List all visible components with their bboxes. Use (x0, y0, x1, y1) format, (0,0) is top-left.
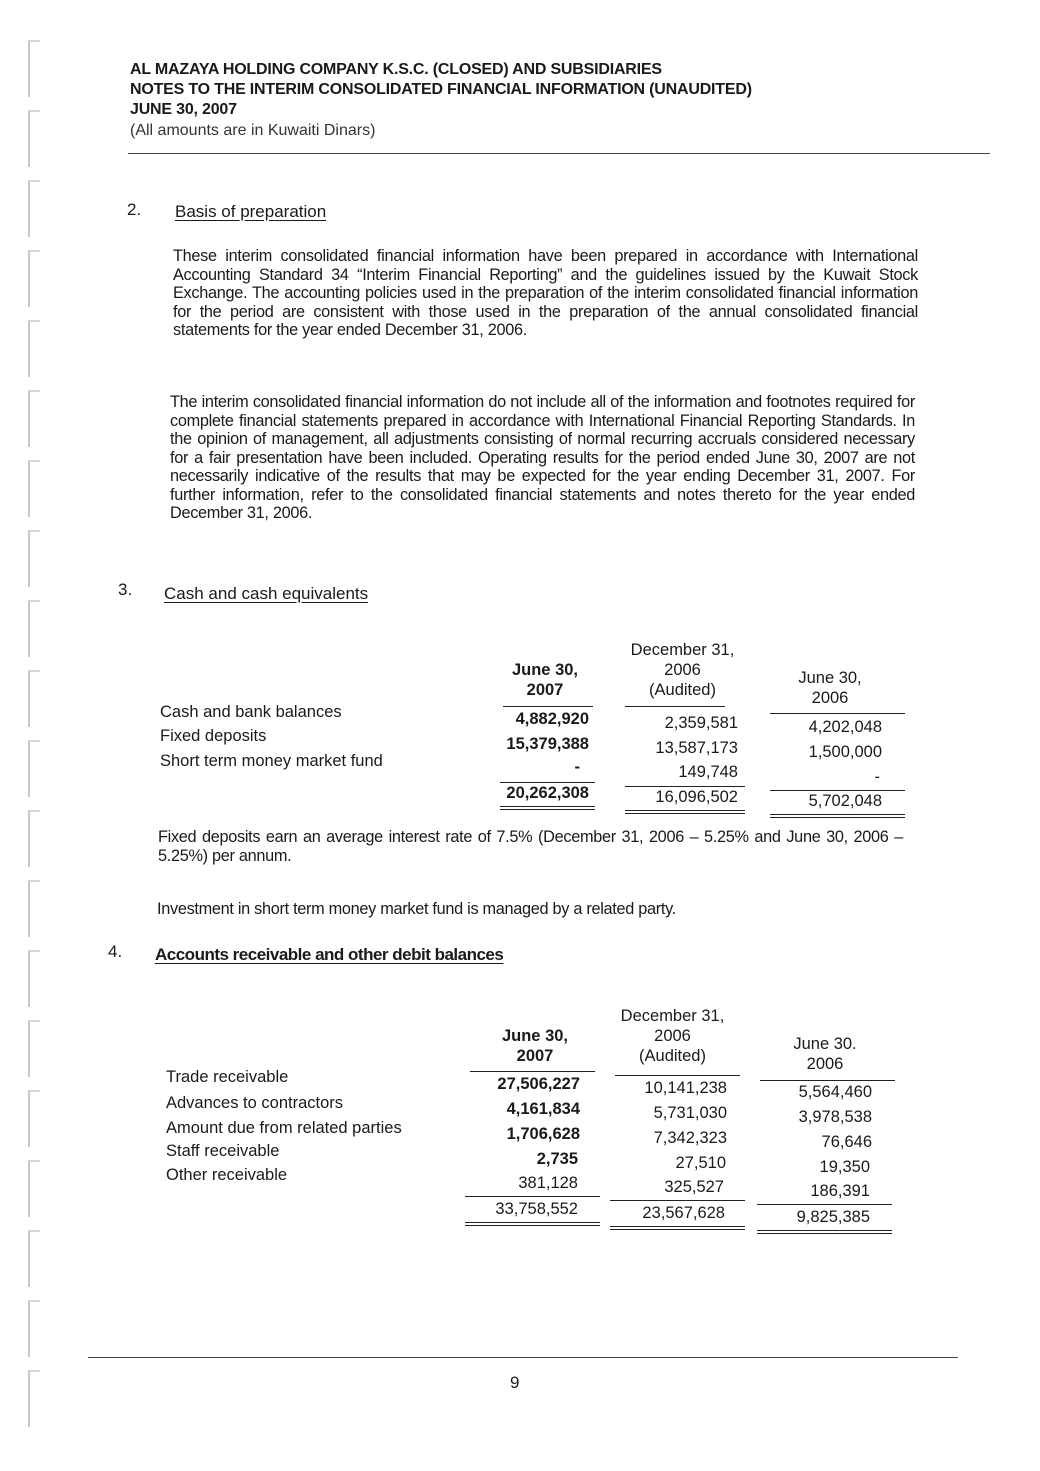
currency-note: (All amounts are in Kuwaiti Dinars) (130, 122, 376, 139)
table-total: 9,825,385 (796, 1208, 870, 1226)
table-row-label: Staff receivable (166, 1142, 280, 1160)
recv-col-header-2: December 31, 2006 (Audited) (620, 1007, 725, 1065)
section-3-title: Cash and cash equivalents (164, 584, 369, 603)
binder-marks (0, 0, 45, 1471)
table-total: 16,096,502 (655, 788, 738, 806)
section-2-number: 2. (127, 200, 142, 219)
table-row-label: Amount due from related parties (166, 1119, 402, 1137)
table-row-label: Other receivable (166, 1166, 288, 1184)
table-cell: 186,391 (810, 1182, 870, 1200)
table-cell: 27,510 (675, 1154, 726, 1172)
recv-col-header-3: June 30. 2006 (793, 1035, 857, 1073)
table-total: 23,567,628 (642, 1204, 725, 1222)
section-2-paragraph-2: The interim consolidated financial information do not include all of the information and footnotes required for complete financial statements prepared in accordance with International Financial Reporting Standards. In the opinion of management, all adjustments consisting of normal recurring accruals considered necessary for a fair presentation have been included. Operating results for the period ended June 30, 2007 are not necessarily indicative of the results that may be expected for the year ending December 31, 2007. For further information, refer to the consolidated financial statements and notes thereto for the year ended December 31, 2006. (170, 393, 915, 522)
section-2-paragraph-1: These interim consolidated financial information have been prepared in accordance with International Accounting Standard 34 “Interim Financial Reporting” and the guidelines issued by the Kuwait Stock Exchange. The accounting policies used in the preparation of the interim consolidated financial information for the period are consistent with those used in the preparation of the annual consolidated financial statements for the year ended December 31, 2006. (173, 247, 918, 339)
money-market-note: Investment in short term money market fund is managed by a related party. (157, 900, 676, 918)
page-header (130, 60, 990, 142)
table-cell: 5,731,030 (653, 1104, 727, 1122)
table-cell: 325,527 (664, 1178, 724, 1196)
table-cell: 5,564,460 (798, 1083, 872, 1101)
table-row-label: Trade receivable (166, 1068, 289, 1086)
section-2-title: Basis of preparation (175, 202, 327, 221)
table-cell: 1,706,628 (506, 1125, 580, 1143)
table-cell: - (874, 768, 880, 786)
table-cell: 10,141,238 (644, 1079, 727, 1097)
table-cell: 4,882,920 (515, 710, 589, 728)
section-3-number: 3. (118, 580, 133, 599)
table-row-label: Cash and bank balances (160, 703, 342, 721)
table-cell: 2,735 (536, 1150, 578, 1168)
page-number: 9 (510, 1373, 520, 1392)
cash-col-header-1: June 30, 2007 (511, 661, 579, 699)
table-cell: 76,646 (821, 1133, 872, 1151)
cash-col-header-3: June 30, 2006 (798, 669, 862, 707)
table-cell: 4,202,048 (808, 718, 882, 736)
table-cell: 7,342,323 (653, 1129, 727, 1147)
table-cell: - (574, 758, 580, 776)
fixed-deposits-note: Fixed deposits earn an average interest rate of 7.5% (December 31, 2006 – 5.25% and June 30, 2006 – 5.25%) per annum. (158, 828, 903, 865)
table-cell: 1,500,000 (808, 743, 882, 761)
footer-rule (88, 1357, 958, 1358)
table-cell: 4,161,834 (506, 1100, 580, 1118)
recv-col-header-1: June 30, 2007 (501, 1027, 569, 1065)
report-date: JUNE 30, 2007 (130, 101, 237, 118)
table-cell: 3,978,538 (798, 1108, 872, 1126)
table-cell: 19,350 (819, 1158, 870, 1176)
table-cell: 381,128 (518, 1174, 578, 1192)
notes-title: NOTES TO THE INTERIM CONSOLIDATED FINANCIAL INFORMATION (UNAUDITED) (130, 81, 752, 98)
table-cell: 15,379,388 (506, 735, 589, 753)
table-total: 20,262,308 (506, 784, 589, 802)
table-cell: 27,506,227 (497, 1075, 580, 1093)
table-cell: 2,359,581 (664, 714, 738, 732)
section-4-number: 4. (108, 942, 123, 961)
cash-col-header-2: December 31, 2006 (Audited) (630, 641, 735, 699)
header-rule (128, 153, 990, 154)
table-row-label: Advances to contractors (166, 1094, 344, 1112)
table-row-label: Short term money market fund (160, 752, 383, 770)
section-4-title: Accounts receivable and other debit balances (155, 945, 504, 964)
table-total: 5,702,048 (808, 792, 882, 810)
company-name: AL MAZAYA HOLDING COMPANY K.S.C. (CLOSED) AND SUBSIDIARIES (130, 61, 662, 78)
table-row-label: Fixed deposits (160, 727, 267, 745)
table-total: 33,758,552 (495, 1200, 578, 1218)
table-cell: 13,587,173 (655, 739, 738, 757)
table-cell: 149,748 (678, 763, 738, 781)
